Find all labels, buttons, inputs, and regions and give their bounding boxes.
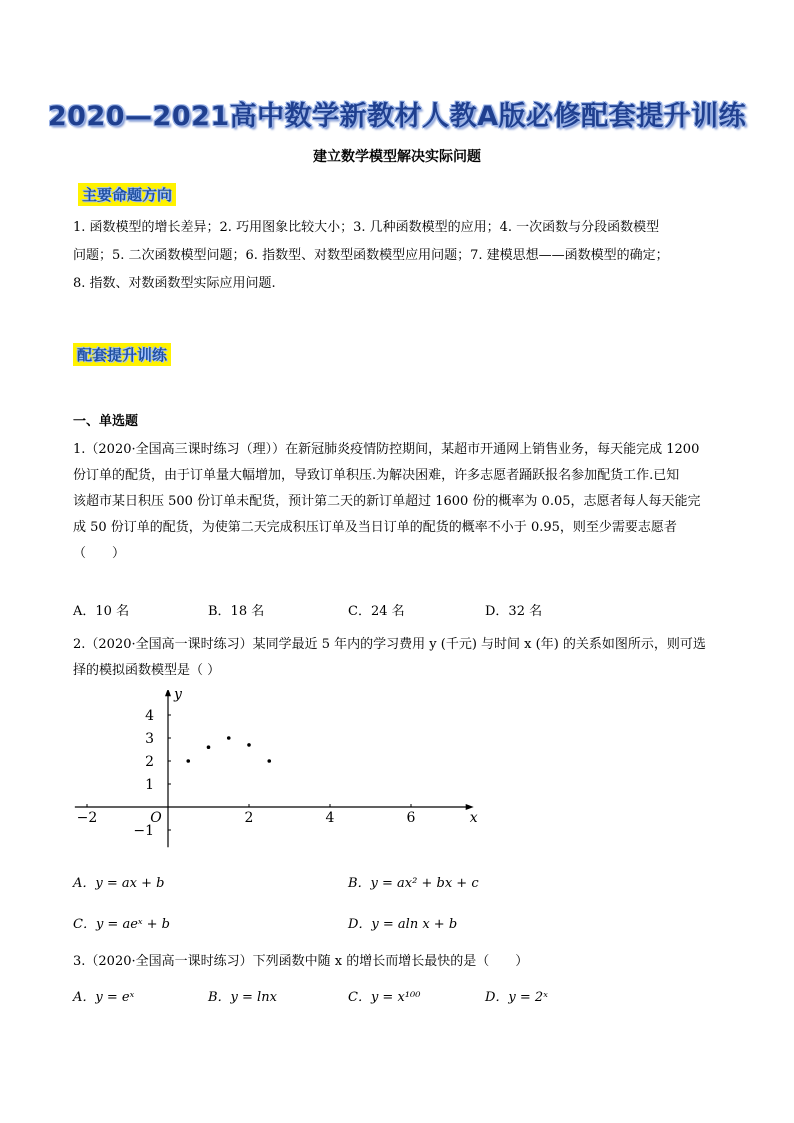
- question-1-line: （ ）: [73, 546, 126, 561]
- page-title: 2020—2021高中数学新教材人教A版必修配套提升训练: [47, 101, 747, 132]
- directions-line: 1. 函数模型的增长差异；2. 巧用图象比较大小；3. 几种函数模型的应用；4. 一次函数与分段函数模型: [73, 220, 660, 235]
- y-tick-label: 1: [145, 777, 154, 793]
- q1-option-a[interactable]: A．10 名: [73, 604, 130, 619]
- y-axis-label: y: [174, 690, 182, 703]
- question-2-line: 择的模拟函数模型是（ ）: [73, 663, 221, 678]
- question-3: 3.（2020·全国高一课时练习）下列函数中随 x 的增长而增长最快的是（ ）: [73, 954, 529, 969]
- q2-option-a[interactable]: A．y = ax + b: [73, 876, 165, 891]
- x-tick-label: 6: [406, 810, 416, 826]
- q3-option-c[interactable]: C．y = x¹⁰⁰: [348, 990, 421, 1005]
- scatter-chart: [70, 690, 480, 850]
- data-point: [186, 759, 190, 763]
- q1-option-d[interactable]: D．32 名: [485, 604, 543, 619]
- directions-line: 问题；5. 二次函数模型问题；6. 指数型、对数型函数模型应用问题；7. 建模思想——函数模型的确定；: [73, 248, 669, 263]
- data-point: [247, 743, 251, 747]
- question-2-line: 2.（2020·全国高一课时练习）某同学最近 5 年内的学习费用 y (千元) 与时间 x (年) 的关系如图所示，则可选: [73, 637, 706, 652]
- x-tick-label: 2: [244, 810, 254, 826]
- x-axis-label: x: [469, 810, 478, 826]
- q2-option-b[interactable]: B．y = ax² + bx + c: [348, 876, 479, 891]
- data-point: [227, 736, 231, 740]
- x-tick-label: 4: [325, 810, 335, 826]
- question-1-line: 份订单的配货，由于订单量大幅增加，导致订单积压.为解决困难，许多志愿者踊跃报名参加配货工作.已知: [73, 468, 680, 483]
- q1-option-b[interactable]: B．18 名: [208, 604, 265, 619]
- page-subtitle: 建立数学模型解决实际问题: [313, 149, 481, 165]
- question-1-line: 该超市某日积压 500 份订单未配货，预计第二天的新订单超过 1600 份的概率为 0.05，志愿者每人每天能完: [73, 494, 701, 509]
- x-tick-label: O: [150, 810, 162, 826]
- section-heading-single-choice: 一、单选题: [73, 414, 139, 429]
- q3-option-b[interactable]: B．y = lnx: [208, 990, 277, 1005]
- y-axis-arrow: [165, 690, 171, 696]
- y-tick-label: 4: [145, 708, 154, 724]
- data-point: [207, 745, 211, 749]
- question-2: [73, 632, 743, 684]
- y-tick-label: 2: [145, 754, 154, 770]
- x-tick-label: −2: [76, 810, 98, 826]
- question-1-line: 成 50 份订单的配货，为使第二天完成积压订单及当日订单的配货的概率不小于 0.95，则至少需要志愿者: [73, 520, 677, 535]
- q3-option-a[interactable]: A．y = eˣ: [73, 990, 135, 1005]
- question-1: [73, 437, 743, 567]
- q1-option-c[interactable]: C．24 名: [348, 604, 405, 619]
- data-point: [267, 759, 271, 763]
- y-tick-label: 3: [145, 731, 154, 747]
- q2-option-c[interactable]: C．y = aeˣ + b: [73, 917, 170, 932]
- question-1-line: 1.（2020·全国高三课时练习（理））在新冠肺炎疫情防控期间，某超市开通网上销售业务，每天能完成 1200: [73, 442, 700, 457]
- directions-line: 8. 指数、对数函数型实际应用问题.: [73, 276, 276, 291]
- y-tick-label: −1: [133, 823, 154, 839]
- directions-body: [73, 214, 733, 298]
- q2-option-d[interactable]: D．y = aln x + b: [348, 917, 458, 932]
- section-banner-directions: 主要命题方向: [78, 183, 176, 206]
- section-banner-training: 配套提升训练: [73, 343, 171, 366]
- q3-option-d[interactable]: D．y = 2ˣ: [485, 990, 548, 1005]
